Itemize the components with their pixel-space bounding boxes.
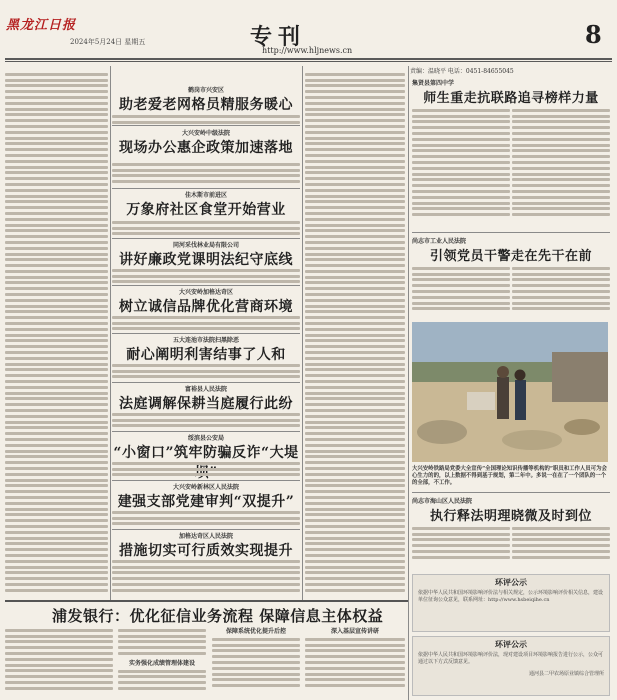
article-headline: 耐心阐明利害结事了人和 (126, 347, 286, 363)
photo-caption: 大兴安岭铁路局党委大全宣传“全国理论知识传播等机构的”职员和工作人员可为会心生力的的，以上数据不得到基于规划，第二年中。多说一在在了一个团队的一个的全部，不工作。 (412, 466, 607, 486)
article-headline: “小窗口”筑牢防骗反诈“大堤 (113, 445, 299, 461)
article-headline: 讲好廉政党课明法纪守底线 (119, 252, 293, 268)
left-text-column (5, 70, 108, 600)
article-headline: 现场办公惠企政策加速落地 (119, 140, 293, 156)
article-headline: 引领党员干警走在先干在前 (429, 249, 592, 264)
notice-title: 环评公示 (495, 639, 527, 649)
article-kicker: 五大连池市法院扫黑除恶 (172, 337, 239, 344)
notice-box-1 (412, 574, 610, 632)
article-headline: 师生重走抗联路追寻榜样力量 (423, 91, 599, 106)
article-kicker: 集贤县第四中学 (412, 80, 455, 87)
article-kicker: 加格达奇区人民法院 (178, 533, 233, 540)
article-headline: 助老爱老网格员精服务暖心 (119, 97, 293, 113)
right-article-3 (412, 496, 610, 526)
right-article-1 (412, 78, 610, 108)
article-kicker: 尚志市海山区人民法院 (412, 498, 473, 505)
article-kicker: 大兴安岭中级法院 (181, 130, 230, 137)
article-headline: 法庭调解保耕当庭履行此纷 (119, 396, 293, 412)
article-kicker: 尚志市工业人民法院 (412, 238, 467, 245)
notice-footer: 通河县二甲农场原业镇综合管理所 (528, 671, 604, 677)
article-kicker: 鹤岗市兴安区 (187, 87, 224, 94)
notice-body: 依据中华人民共和国环境影响评价法与相关规定，公示环境影响评价相关信息，建设单位征询公众意见，联系网址：http://www.hsbeiqihe.cn (418, 590, 604, 603)
article-1-body (112, 112, 300, 124)
article-kicker: 大兴安岭新林区人民法院 (172, 484, 239, 491)
article-headline: 建强支部党建审判“双提升” (117, 494, 295, 510)
article-kicker: 佳木斯市前进区 (184, 192, 227, 199)
article-kicker: 大兴安岭加格达奇区 (178, 289, 233, 296)
article-1 (112, 85, 300, 115)
header-rule (5, 58, 612, 60)
photo-image (412, 322, 608, 462)
article-headline: 万象府社区食堂开始营业 (126, 202, 286, 218)
notice-box-2 (412, 636, 610, 696)
bottom-subhead: 实务强化成绩管理体建设 (128, 659, 195, 667)
page-section-title: 专刊 (250, 24, 307, 50)
bottom-subhead: 深入基层宣传讲研 (330, 628, 379, 635)
article-headline: 措施切实可行质效实现提升 (119, 543, 293, 559)
publication-date: 2024年5月24日 星期五 (70, 38, 146, 46)
column-divider (302, 66, 303, 600)
page-number: 8 (585, 20, 602, 49)
article-kicker: 同河采伐林业局有限公司 (172, 242, 239, 249)
header-rule-thin (5, 61, 612, 62)
editor-line: 责编：温晓平 电话：0451-84655045 (410, 68, 514, 75)
article-kicker: 富裕县人民法院 (184, 386, 227, 393)
column-divider (408, 66, 409, 700)
article-2 (112, 128, 300, 162)
notice-title: 环评公示 (495, 577, 527, 587)
paper-logo: 黑龙江日报 (6, 18, 77, 33)
article-kicker: 绥滨县公安局 (187, 435, 224, 442)
bottom-subhead: 保障系统优化提升后控 (225, 628, 286, 635)
column-divider (110, 66, 111, 600)
article-headline: 执行释法明理晓微及时到位 (429, 509, 592, 524)
news-photo (412, 322, 608, 462)
middle-text-column (305, 70, 405, 600)
article-3 (112, 190, 300, 220)
right-article-2 (412, 236, 610, 266)
notice-body: 依据中华人民共和国环境影响评价法，现对建设项目环境影响报告进行公示，公众可通过以下方式反馈意见。 (418, 652, 604, 665)
article-headline: 树立诚信品牌优化营商环境 (119, 299, 293, 315)
bottom-headline: 浦发银行：优化征信业务流程 保障信息主体权益 (52, 607, 384, 625)
website-link[interactable]: http://www.hljnews.cn (262, 46, 353, 55)
